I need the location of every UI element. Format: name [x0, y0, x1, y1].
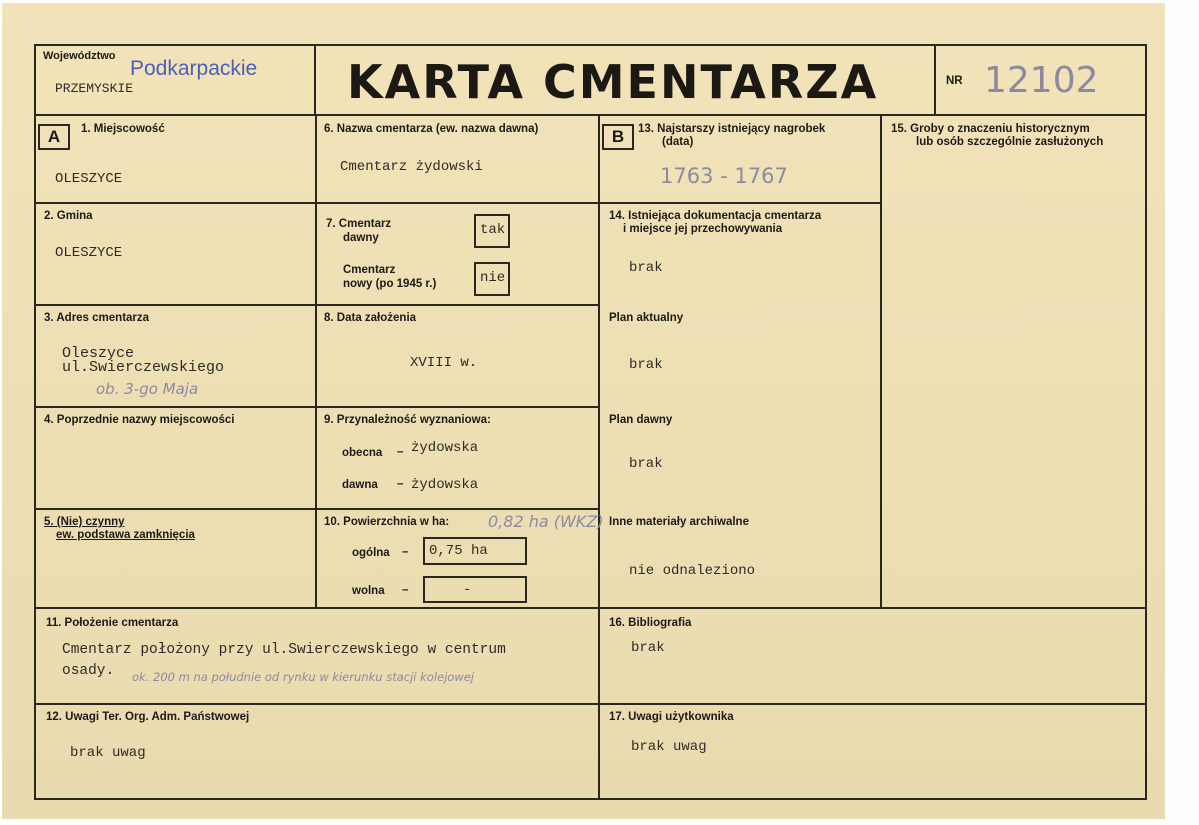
- plan-aktualny-label: Plan aktualny: [609, 312, 684, 324]
- field-7-old-value-box: tak: [474, 214, 510, 248]
- col-divider-1: [315, 114, 317, 608]
- page-title: KARTA CMENTARZA: [347, 55, 879, 109]
- field-14-value: brak: [629, 260, 663, 276]
- inne-materialy-label: Inne materiały archiwalne: [609, 516, 749, 528]
- field-7-new-value-box: nie: [474, 262, 510, 296]
- plan-aktualny-value: brak: [629, 357, 663, 373]
- field-9-label: 9. Przynależność wyznaniowa:: [324, 414, 491, 426]
- field-13-sublabel: (data): [662, 136, 694, 148]
- field-15-label: 15. Groby o znaczeniu historycznym: [891, 123, 1090, 135]
- field-11-value-line-1: Cmentarz położony przy ul.Swierczewskiego w centrum: [62, 642, 506, 658]
- field-11-handwritten-note: ok. 200 m na południe od rynku w kierunku stacji kolejowej: [132, 670, 475, 684]
- plan-dawny-label: Plan dawny: [609, 414, 673, 426]
- field-2-label: 2. Gmina: [44, 210, 93, 222]
- section-b-badge: B: [602, 124, 634, 150]
- row-line-6: [34, 703, 1147, 705]
- field-14-label: 14. Istniejąca dokumentacja cmentarza: [609, 210, 822, 222]
- field-3-label: 3. Adres cmentarza: [44, 312, 150, 324]
- row-line-5: [34, 607, 1147, 609]
- field-12-value: brak uwag: [70, 745, 146, 761]
- nr-label: NR: [946, 75, 963, 87]
- field-2-value: OLESZYCE: [55, 245, 123, 261]
- field-10-ogolna-label: ogólna: [352, 547, 390, 559]
- col-divider-2: [598, 114, 600, 800]
- field-3-handwritten-note: ob. 3-go Maja: [96, 380, 199, 398]
- row-line-2: [34, 304, 600, 306]
- field-7-label-old-2: dawny: [343, 232, 379, 244]
- field-14-sublabel: i miejsce jej przechowywania: [623, 223, 783, 235]
- field-8-label: 8. Data założenia: [324, 312, 417, 324]
- field-10-wolna-box: -: [423, 576, 527, 603]
- field-12-label: 12. Uwagi Ter. Org. Adm. Państwowej: [46, 711, 250, 723]
- field-5-sublabel: ew. podstawa zamknięcia: [56, 529, 195, 541]
- field-5-label: 5. (Nie) czynny: [44, 516, 125, 528]
- field-16-label: 16. Bibliografia: [609, 617, 692, 629]
- nr-value: 12102: [984, 60, 1099, 101]
- field-3-value-line-2: ul.Swierczewskiego: [62, 359, 225, 376]
- field-9-dawna-label: dawna: [342, 479, 378, 491]
- field-10-ogolna-box: 0,75 ha: [423, 537, 527, 565]
- field-9-dawna-value: żydowska: [411, 477, 479, 493]
- field-13-label: 13. Najstarszy istniejący nagrobek: [638, 123, 826, 135]
- field-10-label: 10. Powierzchnia w ha:: [324, 516, 450, 528]
- wojewodztwo-value: PRZEMYSKIE: [55, 81, 134, 96]
- col-divider-3: [880, 114, 882, 608]
- field-17-label: 17. Uwagi użytkownika: [609, 711, 734, 723]
- header-divider-right: [934, 44, 936, 114]
- field-3-value-line-1: Oleszyce: [62, 345, 135, 362]
- field-10-handwritten-note: 0,82 ha (WKZ): [488, 512, 604, 531]
- field-4-label: 4. Poprzednie nazwy miejscowości: [44, 414, 235, 426]
- field-10-dash-1: –: [402, 546, 409, 558]
- field-9-dash-1: –: [397, 446, 404, 458]
- row-line-1: [34, 202, 600, 204]
- section-a-badge: A: [38, 124, 70, 150]
- plan-dawny-value: brak: [629, 456, 663, 472]
- field-10-dash-2: –: [402, 584, 409, 596]
- field-1-value: OLESZYCE: [55, 171, 123, 187]
- field-9-obecna-label: obecna: [342, 447, 383, 459]
- field-7-label-new: Cmentarz: [343, 264, 396, 276]
- field-6-value: Cmentarz żydowski: [340, 159, 483, 175]
- header-divider-left: [314, 44, 316, 114]
- wojewodztwo-stamp: Podkarpackie: [130, 57, 258, 80]
- field-8-value: XVIII w.: [410, 355, 478, 371]
- row-line-4: [34, 508, 600, 510]
- inne-materialy-value: nie odnaleziono: [629, 563, 756, 579]
- header-bottom-line: [34, 114, 1147, 116]
- field-10-wolna-label: wolna: [352, 585, 385, 597]
- field-6-label: 6. Nazwa cmentarza (ew. nazwa dawna): [324, 123, 539, 135]
- field-17-value: brak uwag: [631, 739, 707, 755]
- field-16-value: brak: [631, 640, 665, 656]
- field-7-label-old: 7. Cmentarz: [326, 218, 392, 230]
- field-9-obecna-value: żydowska: [411, 440, 479, 456]
- field-15-sublabel: lub osób szczególnie zasłużonych: [916, 136, 1104, 148]
- field-9-dash-2: –: [397, 478, 404, 490]
- row-line-3: [34, 406, 600, 408]
- field-7-label-new-2: nowy (po 1945 r.): [343, 278, 437, 290]
- wojewodztwo-label: Województwo: [43, 50, 116, 62]
- field-11-value-line-2: osady.: [62, 663, 115, 679]
- field-11-label: 11. Położenie cmentarza: [46, 617, 179, 629]
- field-13-value: 1763 - 1767: [660, 164, 788, 188]
- row-line-1b: [600, 202, 882, 204]
- field-1-label: 1. Miejscowość: [81, 123, 165, 135]
